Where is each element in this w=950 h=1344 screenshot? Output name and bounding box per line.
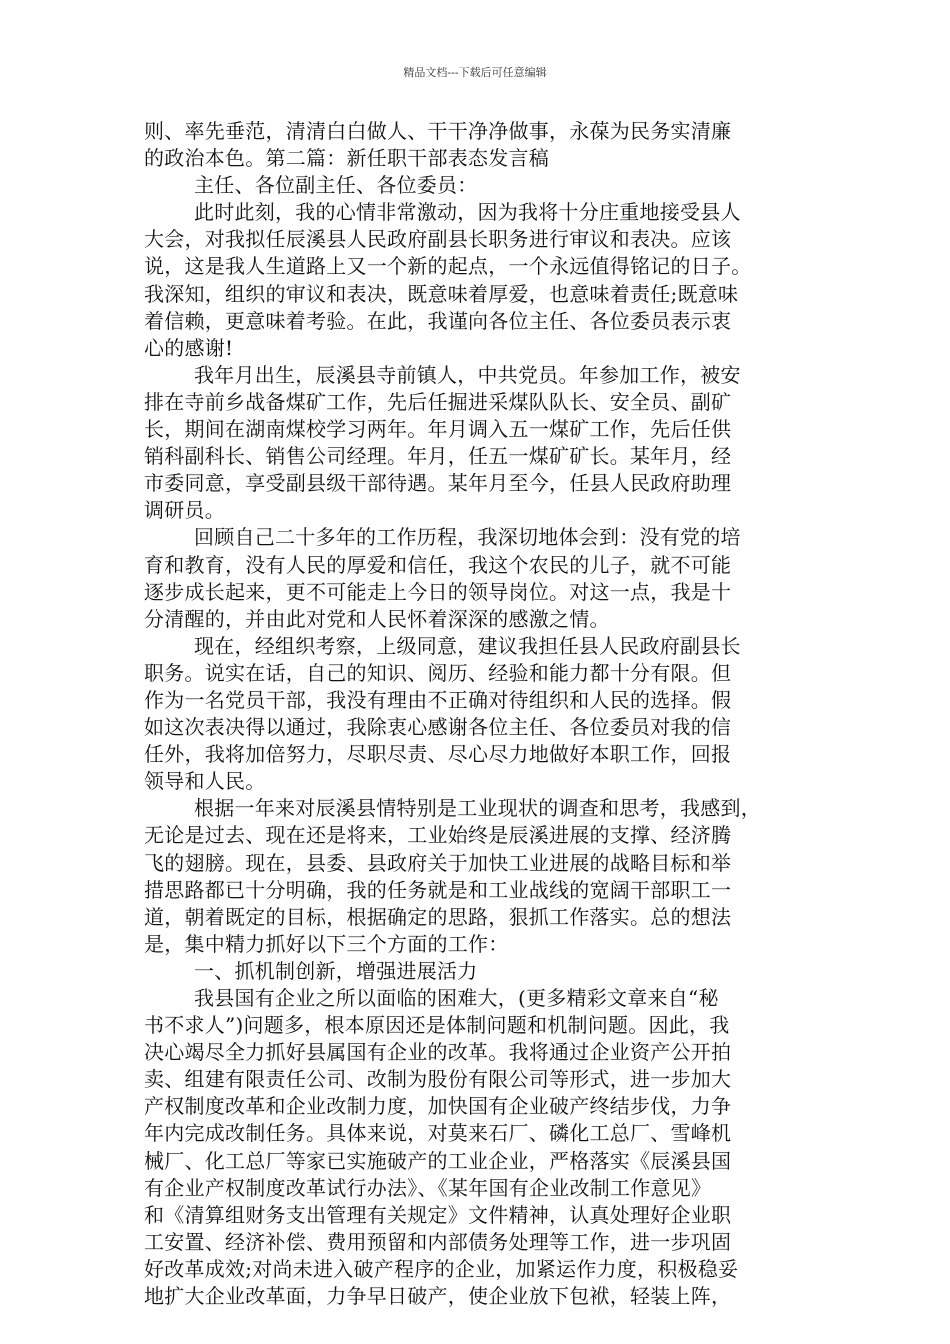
- text-line: 道，朝着既定的目标，根据确定的思路，狠抓工作落实。总的想法: [144, 904, 732, 929]
- text-line: 产权制度改革和企业改制力度，加快国有企业破产终结步伐，力争: [144, 1094, 732, 1119]
- text-line: 销科副科长、销售公司经理。年月，任五一煤矿矿长。某年月，经: [144, 444, 732, 469]
- text-line: 我年月出生，辰溪县寺前镇人，中共党员。年参加工作，被安: [194, 362, 741, 387]
- text-line: 一、抓机制创新，增强进展活力: [194, 958, 478, 983]
- text-line: 着信赖，更意味着考验。在此，我谨向各位主任、各位委员表示衷: [144, 308, 732, 333]
- text-line: 飞的翅膀。现在，县委、县政府关于加快工业进展的战略目标和举: [144, 850, 732, 875]
- text-line: 好改革成效;对尚未进入破产程序的企业，加紧运作力度，积极稳妥: [144, 1256, 739, 1281]
- text-line: 则、率先垂范，清清白白做人、干干净净做事，永葆为民务实清廉: [144, 119, 732, 143]
- document-body: [144, 118, 824, 1310]
- text-line: 作为一名党员干部，我没有理由不正确对待组织和人民的选择。假: [144, 687, 732, 712]
- text-line: 是，集中精力抓好以下三个方面的工作：: [144, 931, 509, 956]
- text-line: 我深知，组织的审议和表决，既意味着厚爱，也意味着责任;既意味: [144, 281, 739, 306]
- text-line: 根据一年来对辰溪县情特别是工业现状的调查和思考，我感到，: [194, 796, 761, 821]
- text-line: 措思路都已十分明确，我的任务就是和工业战线的宽阔干部职工一: [144, 877, 732, 902]
- text-line: 大会，对我拟任辰溪县人民政府副县长职务进行审议和表决。应该: [144, 227, 732, 252]
- text-line: 长，期间在湖南煤校学习两年。年月调入五一煤矿工作，先后任供: [144, 417, 732, 442]
- text-line: 的政治本色。第二篇：新任职干部表态发言稿: [144, 146, 549, 171]
- text-line: 心的感谢!: [144, 335, 234, 360]
- page-header: 精品文档---下载后可任意编辑: [403, 66, 547, 79]
- text-line: 职务。说实在话，自己的知识、阅历、经验和能力都十分有限。但: [144, 660, 732, 685]
- text-line: 主任、各位副主任、各位委员：: [194, 173, 478, 198]
- text-line: 卖、组建有限责任公司、改制为股份有限公司等形式，进一步加大: [144, 1067, 732, 1092]
- text-line: 排在寺前乡战备煤矿工作，先后任掘进采煤队队长、安全员、副矿: [144, 389, 732, 414]
- text-line: 地扩大企业改革面，力争早日破产，使企业放下包袱，轻装上阵，: [144, 1284, 732, 1309]
- text-line: 此时此刻，我的心情非常激动，因为我将十分庄重地接受县人: [194, 200, 741, 225]
- text-line: 书不求人”)问题多，根本原因还是体制问题和机制问题。因此，我: [144, 1013, 730, 1038]
- text-line: 无论是过去、现在还是将来，工业始终是辰溪进展的支撑、经济腾: [144, 823, 732, 848]
- text-line: 如这次表决得以通过，我除衷心感谢各位主任、各位委员对我的信: [144, 715, 732, 740]
- text-line: 我县国有企业之所以面临的困难大，(更多精彩文章来自“秘: [194, 986, 719, 1010]
- text-line: 械厂、化工总厂等家已实施破产的工业企业，严格落实《辰溪县国: [144, 1148, 732, 1173]
- text-line: 现在，经组织考察，上级同意，建议我担任县人民政府副县长: [194, 633, 741, 658]
- text-line: 分清醒的，并由此对党和人民怀着深深的感激之情。: [144, 606, 610, 631]
- text-line: 任外，我将加倍努力，尽职尽责、尽心尽力地做好本职工作，回报: [144, 742, 732, 767]
- text-line: 调研员。: [144, 498, 225, 523]
- text-line: 有企业产权制度改革试行办法》、《某年国有企业改制工作意见》: [144, 1175, 712, 1200]
- text-line: 领导和人民。: [144, 769, 266, 794]
- text-line: 和《清算组财务支出管理有关规定》文件精神，认真处理好企业职: [144, 1202, 732, 1227]
- text-line: 逐步成长起来，更不可能走上今日的领导岗位。对这一点，我是十: [144, 579, 732, 604]
- text-line: 育和教育，没有人民的厚爱和信任，我这个农民的儿子，就不可能: [144, 552, 732, 577]
- text-line: 工安置、经济补偿、费用预留和内部债务处理等工作，进一步巩固: [144, 1229, 732, 1254]
- text-line: 回顾自己二十多年的工作历程，我深切地体会到：没有党的培: [194, 525, 741, 550]
- text-line: 说，这是我人生道路上又一个新的起点，一个永远值得铭记的日子。: [144, 254, 752, 279]
- text-line: 市委同意，享受副县级干部待遇。某年月至今，任县人民政府助理: [144, 471, 732, 496]
- text-line: 决心竭尽全力抓好县属国有企业的改革。我将通过企业资产公开拍: [144, 1040, 732, 1065]
- text-line: 年内完成改制任务。具体来说，对莫来石厂、磷化工总厂、雪峰机: [144, 1121, 732, 1146]
